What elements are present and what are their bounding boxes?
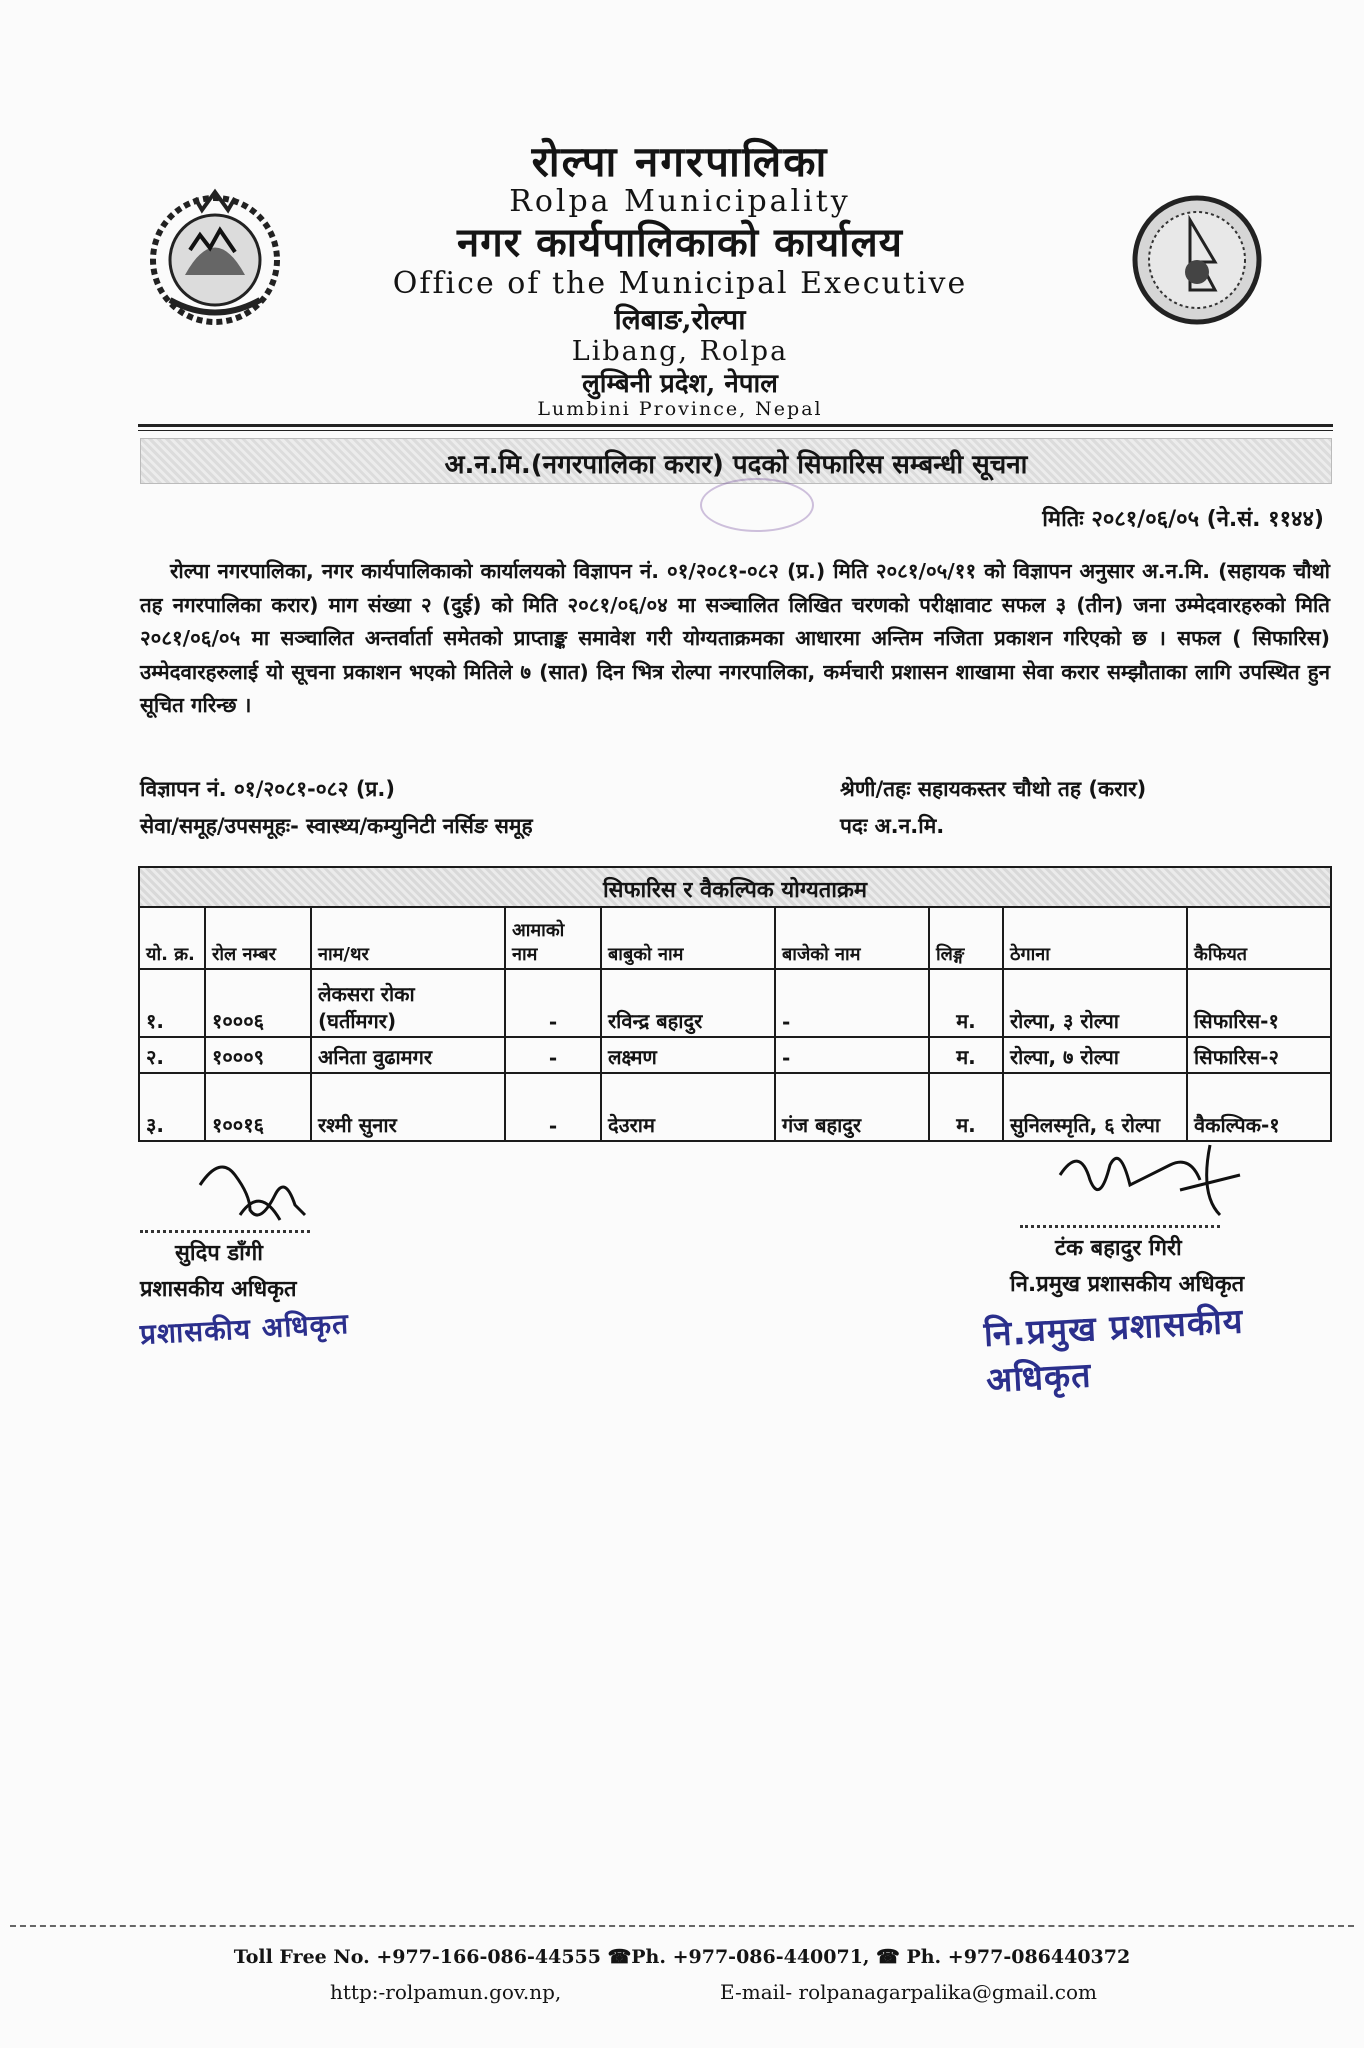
header-grandfather: बाजेको नाम [775,907,929,969]
category-level: श्रेणी/तहः सहायकस्तर चौथो तह (करार) [840,777,1147,801]
header-address: ठेगाना [1003,907,1187,969]
cell-serial: २. [139,1037,205,1073]
cell-father: लक्ष्मण [601,1037,775,1073]
office-letterhead [300,137,1060,421]
post-name: पदः अ.न.मि. [840,814,945,838]
cell-father: रविन्द्र बहादुर [601,969,775,1037]
header-divider [138,424,1333,427]
cell-roll: १०००६ [205,969,311,1037]
place-en: Libang, Rolpa [571,336,789,368]
footer-website: http:-rolpamun.gov.np, [330,1980,562,2004]
cell-serial: ३. [139,1073,205,1141]
cell-address: सुनिलस्मृति, ६ रोल्पा [1003,1073,1187,1141]
cell-roll: १००१६ [205,1073,311,1141]
handwritten-signature-icon [1050,1135,1250,1225]
table-caption: सिफारिस र वैकल्पिक योग्यताक्रम [139,867,1331,907]
office-name-en: Office of the Municipal Executive [392,265,968,301]
cell-serial: १. [139,969,205,1037]
handwritten-signature-icon [180,1155,330,1235]
header-father: बाबुको नाम [601,907,775,969]
office-stamp [700,478,814,532]
table-row [139,1073,1331,1141]
cell-mother: - [505,1073,601,1141]
signature-block-right [982,1160,1340,1402]
cell-remarks: सिफारिस-२ [1187,1037,1331,1073]
service-group: सेवा/समूह/उपसमूहः- स्वास्थ्य/कम्युनिटी नर्सिङ समूह [140,814,533,838]
cell-name: लेकसरा रोका (घर्तीमगर) [311,969,505,1037]
cell-mother: - [505,969,601,1037]
header-serial: यो. क्र. [139,907,205,969]
notice-subject: अ.न.मि.(नगरपालिका करार) पदको सिफारिस सम्बन्धी सूचना [444,450,1028,480]
cell-gender: म. [929,1037,1003,1073]
header-roll: रोल नम्बर [205,907,311,969]
header-name: नाम/थर [311,907,505,969]
cell-remarks: वैकल्पिक-१ [1187,1073,1331,1141]
cell-name: रश्मी सुनार [311,1073,505,1141]
cell-father: देउराम [601,1073,775,1141]
cell-address: रोल्पा, ७ रोल्पा [1003,1037,1187,1073]
cell-gender: म. [929,969,1003,1037]
province-np: लुम्बिनी प्रदेश, नेपाल [582,368,778,399]
left-designation-stamp: प्रशासकीय अधिकृत [139,1307,350,1351]
cell-remarks: सिफारिस-१ [1187,969,1331,1037]
municipality-name-np: रोल्पा नगरपालिका [531,137,829,186]
footer-email: E-mail- rolpanagarpalika@gmail.com [720,1980,1097,2004]
footer-phones: Toll Free No. +977-166-086-44555 ☎Ph. +977-086-440071, ☎ Ph. +977-086440372 [233,1946,1131,1968]
signature-block-left [140,1165,460,1353]
right-designation-stamp: नि.प्रमुख प्रशासकीय अधिकृत [982,1301,1245,1401]
header-remarks: कैफियत [1187,907,1331,969]
header-divider-thin [138,430,1333,431]
subject-band [140,438,1332,484]
footer-divider [10,1925,1354,1927]
cell-grandfather: - [775,969,929,1037]
cell-address: रोल्पा, ३ रोल्पा [1003,969,1187,1037]
result-table [138,866,1332,1142]
cell-gender: म. [929,1073,1003,1141]
right-signatory-name: टंक बहादुर गिरी [1055,1236,1182,1261]
cell-mother: - [505,1037,601,1073]
signature-line [140,1165,310,1233]
office-name-np: नगर कार्यपालिकाको कार्यालय [457,218,903,266]
left-signatory-name: सुदिप डाँगी [175,1241,263,1266]
cell-roll: १०००९ [205,1037,311,1073]
table-row [139,1037,1331,1073]
header-gender: लिङ्ग [929,907,1003,969]
place-np: लिबाङ,रोल्पा [614,303,746,337]
advert-number: विज्ञापन नं. ०१/२०८१-०८२ (प्र.) [140,777,395,801]
signature-line [1020,1160,1220,1228]
header-mother: आमाको नाम [505,907,601,969]
table-header-row [139,907,1331,969]
left-signatory-title: प्रशासकीय अधिकृत [140,1277,297,1302]
cell-grandfather: गंज बहादुर [775,1073,929,1141]
municipality-seal-icon [1130,190,1265,330]
cell-grandfather: - [775,1037,929,1073]
municipality-name-en: Rolpa Municipality [509,184,851,220]
table-row [139,969,1331,1037]
cell-name: अनिता वुढामगर [311,1037,505,1073]
notice-date: मितिः २०८१/०६/०५ (ने.सं. ११४४) [1042,507,1324,532]
nepal-emblem-icon [140,180,290,330]
right-signatory-title: नि.प्रमुख प्रशासकीय अधिकृत [1010,1272,1245,1297]
province-en: Lumbini Province, Nepal [537,398,823,421]
notice-body: रोल्पा नगरपालिका, नगर कार्यपालिकाको कार्यालयको विज्ञापन नं. ०१/२०८१-०८२ (प्र.) मिति २०८१/०५/११ को विज्ञापन अनुसार अ.न.मि. (सहायक चौथो तह नगरपालिका करार) माग संख्या २ (दुई) को मिति २०८१/०६/०४ मा सञ्चालित लिखित चरणको परीक्षावाट सफल ३ (तीन) जना उम्मेदवारहरुको मिति २०८१/०६/०५ मा सञ्चालित अन्तर्वार्ता समेतको प्राप्ताङ्क समावेश गरी योग्यताक्रमका आधारमा अन्तिम नजिता प्रकाशन गरिएको छ । सफल ( सिफारिस) उम्मेदवारहरुलाई यो सूचना प्रकाशन भएको मितिले ७ (सात) दिन भित्र रोल्पा नगरपालिका, कर्मचारी प्रशासन शाखामा सेवा करार सम्झौताका लागि उपस्थित हुन सूचित गरिन्छ । [140,559,1330,717]
